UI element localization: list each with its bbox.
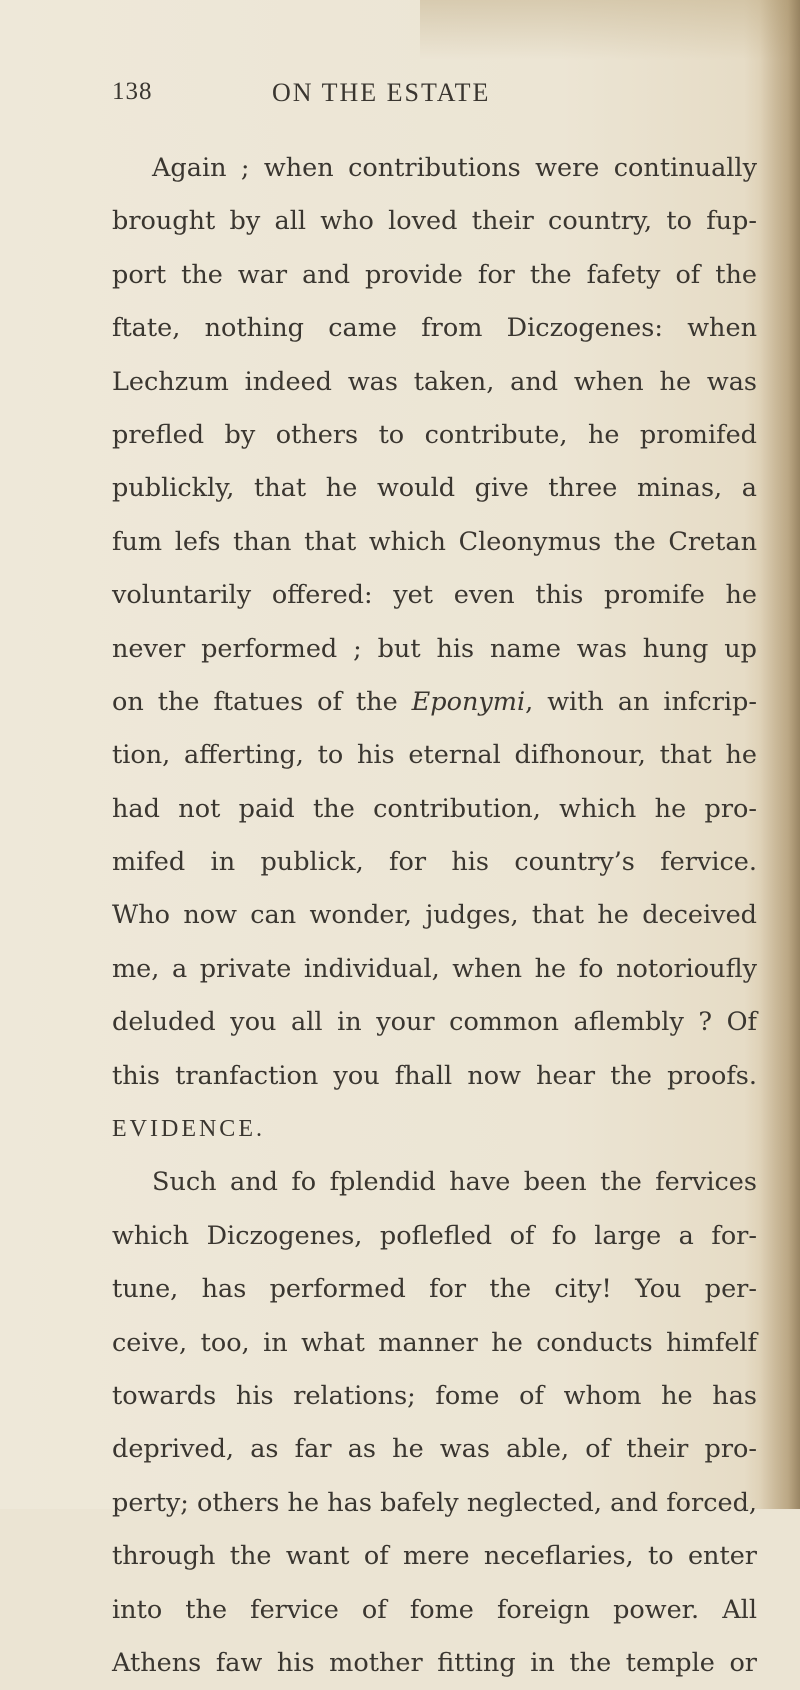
text-line: voluntarily offered: yet even this promife he [112,580,757,611]
page-number: 138 [112,78,153,105]
text-line [112,676,757,729]
text-line: perty; others he has bafely neglected, and forced, [112,1487,757,1518]
text-line: towards his relations; fome of whom he has [112,1380,757,1411]
text-line: had not paid the contribution, which he pro- [112,793,757,824]
page-header [0,78,800,118]
text-line: which Diczogenes, poflefled of fo large a for- [112,1220,757,1251]
text-line: ceive, too, in what manner he conducts himfelf [112,1327,757,1358]
text-line: never performed ; but his name was hung up [112,633,757,664]
text-line: Lechzum indeed was taken, and when he was [112,366,757,397]
text-line: ftate, nothing came from Diczogenes: when [112,313,757,344]
text-line: into the fervice of fome foreign power. All [112,1594,757,1625]
text-line: deprived, as far as he was able, of their pro- [112,1434,757,1465]
running-head: ON THE ESTATE [272,78,491,107]
text-line: me, a private individual, when he fo notorioufly [112,953,757,984]
italic-word: Eponymi [411,686,526,717]
text-line: deluded you all in your common aflembly ? Of [112,1007,757,1038]
text-line: prefled by others to contribute, he promifed [112,419,757,450]
text-line: tion, afferting, to his eternal difhonour, that he [112,740,757,771]
text-line: publickly, that he would give three minas, a [112,473,757,504]
text-line: this tranfaction you fhall now hear the proofs. [112,1060,757,1091]
text-line: port the war and provide for the fafety of the [112,259,757,290]
text-line: mifed in publick, for his country’s fervice. [112,847,757,878]
text-line: brought by all who loved their country, to fup- [112,206,757,237]
text-line: Athens faw his mother fitting in the temple or [112,1647,757,1678]
text-segment: , with an infcrip- [525,686,757,717]
text-line: Such and fo fplendid have been the fervices [152,1167,757,1198]
text-segment: on the ftatues of the [112,686,412,717]
page-stain [420,0,800,60]
text-line: Who now can wonder, judges, that he deceived [112,900,757,931]
evidence-heading: EVIDENCE. [112,1116,265,1143]
text-line: fum lefs than that which Cleonymus the Cretan [112,526,757,557]
text-line: Again ; when contributions were continually [152,153,757,183]
text-line: through the want of mere neceflaries, to enter [112,1541,757,1572]
body-text [112,142,757,1690]
page-edge-shadow [760,0,800,1509]
text-line: tune, has performed for the city! You per- [112,1274,757,1305]
